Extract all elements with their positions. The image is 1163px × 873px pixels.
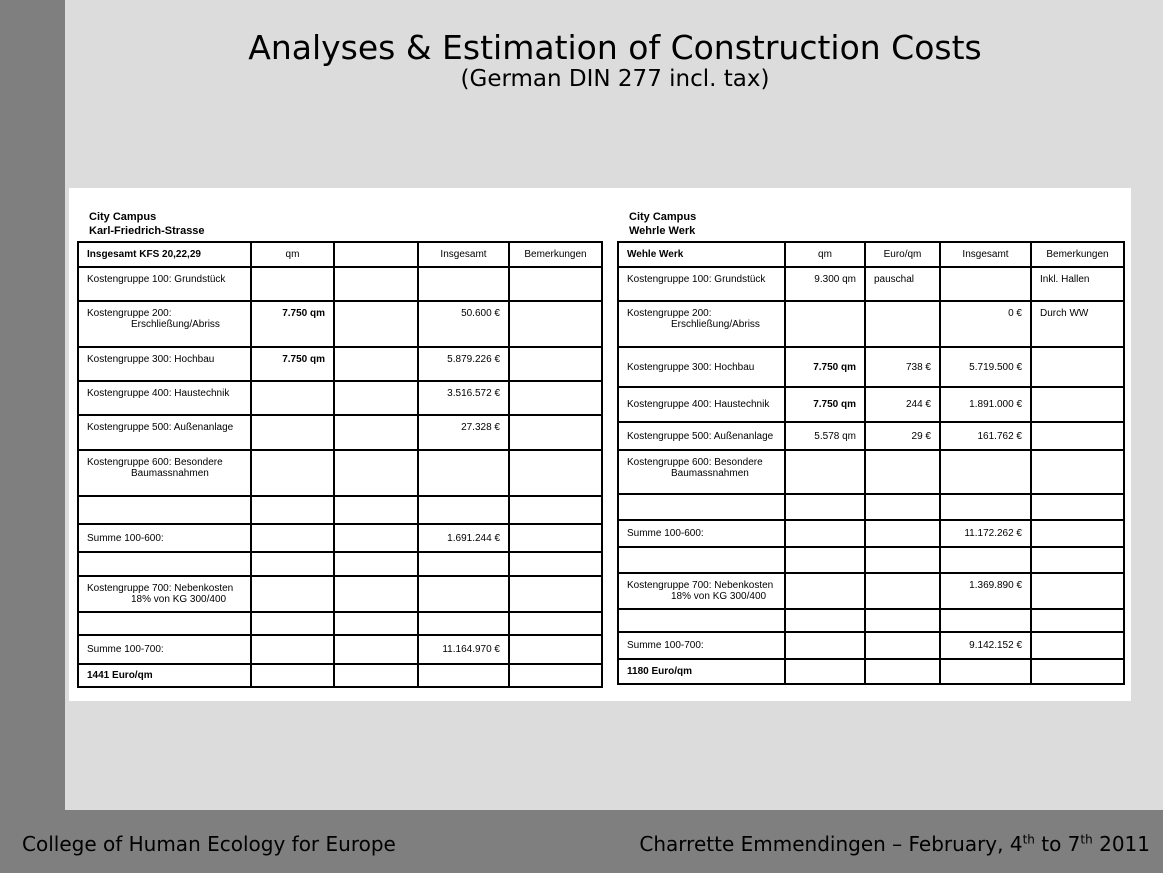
row-blank xyxy=(334,664,418,687)
row-total: 9.142.152 € xyxy=(940,632,1031,659)
row-notes xyxy=(1031,573,1124,609)
table-row xyxy=(78,301,602,347)
row-rate xyxy=(865,573,940,609)
row-qm: 5.578 qm xyxy=(785,422,865,450)
row-notes xyxy=(1031,632,1124,659)
row-total xyxy=(940,450,1031,494)
row-qm xyxy=(785,494,865,520)
row-total: 1.691.244 € xyxy=(418,524,509,552)
row-blank xyxy=(334,381,418,415)
row-total xyxy=(940,659,1031,684)
row-qm: 7.750 qm xyxy=(251,301,334,347)
row-total: 27.328 € xyxy=(418,415,509,450)
row-qm xyxy=(785,659,865,684)
slide-subtitle: (German DIN 277 incl. tax) xyxy=(460,66,770,92)
row-name: Kostengruppe 700: Nebenkosten 18% von KG 300/400 xyxy=(618,573,785,609)
row-blank xyxy=(334,450,418,496)
header-blank xyxy=(334,242,418,267)
right-table-heading xyxy=(629,210,696,238)
row-name: Summe 100-700: xyxy=(618,632,785,659)
row-name: Summe 100-600: xyxy=(618,520,785,547)
row-name: Kostengruppe 200: Erschließung/Abriss xyxy=(78,301,251,347)
row-notes xyxy=(509,381,602,415)
table-row xyxy=(78,635,602,664)
row-notes xyxy=(509,552,602,576)
row-qm xyxy=(251,450,334,496)
row-qm xyxy=(251,415,334,450)
row-name: Kostengruppe 300: Hochbau xyxy=(618,347,785,387)
row-blank xyxy=(334,415,418,450)
row-rate xyxy=(865,659,940,684)
row-blank xyxy=(334,301,418,347)
header-notes: Bemerkungen xyxy=(1031,242,1124,267)
row-total xyxy=(418,267,509,301)
row-notes xyxy=(1031,520,1124,547)
row-notes xyxy=(509,450,602,496)
row-total xyxy=(418,576,509,612)
row-notes xyxy=(509,524,602,552)
row-qm xyxy=(785,573,865,609)
row-total xyxy=(418,450,509,496)
footer-organization: College of Human Ecology for Europe xyxy=(22,832,396,856)
row-rate xyxy=(865,450,940,494)
row-blank xyxy=(334,267,418,301)
row-name: Kostengruppe 600: Besondere Baumassnahmen xyxy=(618,450,785,494)
header-name: Insgesamt KFS 20,22,29 xyxy=(78,242,251,267)
row-total xyxy=(940,609,1031,632)
row-name xyxy=(618,547,785,573)
row-notes xyxy=(1031,347,1124,387)
table-row xyxy=(78,552,602,576)
row-rate xyxy=(865,632,940,659)
row-total: 161.762 € xyxy=(940,422,1031,450)
table-row xyxy=(618,609,1124,632)
row-total: 5.719.500 € xyxy=(940,347,1031,387)
row-name xyxy=(78,612,251,635)
row-rate: 738 € xyxy=(865,347,940,387)
row-notes xyxy=(509,664,602,687)
row-name: Kostengruppe 100: Grundstück xyxy=(78,267,251,301)
row-qm: 7.750 qm xyxy=(785,347,865,387)
header-notes: Bemerkungen xyxy=(509,242,602,267)
table-row xyxy=(618,422,1124,450)
row-total: 5.879.226 € xyxy=(418,347,509,381)
slide-title: Analyses & Estimation of Construction Costs xyxy=(248,28,982,67)
row-total xyxy=(418,664,509,687)
row-name: 1441 Euro/qm xyxy=(78,664,251,687)
right-heading-line2: Wehrle Werk xyxy=(629,225,696,237)
table-row xyxy=(618,387,1124,422)
table-row xyxy=(618,494,1124,520)
table-row xyxy=(618,450,1124,494)
row-notes xyxy=(1031,547,1124,573)
row-qm xyxy=(251,267,334,301)
row-notes xyxy=(509,415,602,450)
row-rate: pauschal xyxy=(865,267,940,301)
row-name: Kostengruppe 300: Hochbau xyxy=(78,347,251,381)
row-total xyxy=(418,612,509,635)
table-header-row xyxy=(618,242,1124,267)
row-blank xyxy=(334,524,418,552)
header-total: Insgesamt xyxy=(940,242,1031,267)
row-notes xyxy=(1031,659,1124,684)
row-total: 11.164.970 € xyxy=(418,635,509,664)
table-row xyxy=(618,632,1124,659)
table-row xyxy=(618,659,1124,684)
right-heading-line1: City Campus xyxy=(629,211,697,223)
row-notes: Durch WW xyxy=(1031,301,1124,347)
row-rate xyxy=(865,547,940,573)
row-name: Kostengruppe 400: Haustechnik xyxy=(618,387,785,422)
row-qm xyxy=(785,450,865,494)
row-rate: 29 € xyxy=(865,422,940,450)
table-row xyxy=(78,664,602,687)
row-name xyxy=(618,494,785,520)
table-row xyxy=(78,450,602,496)
row-rate: 244 € xyxy=(865,387,940,422)
row-name xyxy=(78,552,251,576)
row-notes xyxy=(509,612,602,635)
left-heading-line1: City Campus xyxy=(89,211,157,223)
table-row xyxy=(618,347,1124,387)
row-total: 50.600 € xyxy=(418,301,509,347)
row-total: 3.516.572 € xyxy=(418,381,509,415)
row-notes xyxy=(509,301,602,347)
row-notes xyxy=(509,635,602,664)
row-qm: 7.750 qm xyxy=(785,387,865,422)
row-total xyxy=(418,496,509,524)
row-total: 11.172.262 € xyxy=(940,520,1031,547)
row-qm xyxy=(785,547,865,573)
row-name: 1180 Euro/qm xyxy=(618,659,785,684)
table-row xyxy=(78,576,602,612)
header-total: Insgesamt xyxy=(418,242,509,267)
row-blank xyxy=(334,347,418,381)
row-name: Summe 100-600: xyxy=(78,524,251,552)
row-name: Summe 100-700: xyxy=(78,635,251,664)
row-blank xyxy=(334,552,418,576)
row-notes xyxy=(1031,609,1124,632)
row-total xyxy=(418,552,509,576)
row-qm: 7.750 qm xyxy=(251,347,334,381)
table-row xyxy=(618,520,1124,547)
left-heading-line2: Karl-Friedrich-Strasse xyxy=(89,225,205,237)
row-total xyxy=(940,547,1031,573)
row-qm xyxy=(251,381,334,415)
row-qm xyxy=(251,664,334,687)
row-blank xyxy=(334,496,418,524)
row-blank xyxy=(334,576,418,612)
table-row xyxy=(78,267,602,301)
row-notes: Inkl. Hallen xyxy=(1031,267,1124,301)
left-accent-bar xyxy=(0,0,65,810)
row-name: Kostengruppe 200: Erschließung/Abriss xyxy=(618,301,785,347)
row-qm xyxy=(785,609,865,632)
table-row xyxy=(78,524,602,552)
row-notes xyxy=(1031,450,1124,494)
row-qm xyxy=(785,632,865,659)
left-table-heading xyxy=(89,210,205,238)
row-notes xyxy=(509,576,602,612)
row-qm xyxy=(785,520,865,547)
row-rate xyxy=(865,494,940,520)
header-qm: qm xyxy=(785,242,865,267)
row-name: Kostengruppe 600: Besondere Baumassnahmen xyxy=(78,450,251,496)
row-qm xyxy=(251,524,334,552)
footer-event: Charrette Emmendingen – February, 4th to 7th 2011 xyxy=(639,832,1150,856)
table-row xyxy=(618,301,1124,347)
table-row xyxy=(78,347,602,381)
header-rate: Euro/qm xyxy=(865,242,940,267)
row-name: Kostengruppe 100: Grundstück xyxy=(618,267,785,301)
header-qm: qm xyxy=(251,242,334,267)
row-total xyxy=(940,494,1031,520)
row-total: 1.369.890 € xyxy=(940,573,1031,609)
header-name: Wehle Werk xyxy=(618,242,785,267)
table-row xyxy=(618,573,1124,609)
row-qm xyxy=(785,301,865,347)
table-row xyxy=(618,547,1124,573)
row-name xyxy=(78,496,251,524)
row-notes xyxy=(509,347,602,381)
row-name: Kostengruppe 700: Nebenkosten 18% von KG 300/400 xyxy=(78,576,251,612)
footer-bar xyxy=(0,810,1163,873)
row-qm: 9.300 qm xyxy=(785,267,865,301)
row-notes xyxy=(1031,494,1124,520)
table-row xyxy=(618,267,1124,301)
row-qm xyxy=(251,612,334,635)
row-notes xyxy=(509,496,602,524)
row-blank xyxy=(334,635,418,664)
table-row xyxy=(78,612,602,635)
row-notes xyxy=(509,267,602,301)
row-qm xyxy=(251,552,334,576)
row-name: Kostengruppe 400: Haustechnik xyxy=(78,381,251,415)
row-blank xyxy=(334,612,418,635)
row-qm xyxy=(251,496,334,524)
row-rate xyxy=(865,520,940,547)
row-name: Kostengruppe 500: Außenanlage xyxy=(78,415,251,450)
table-row xyxy=(78,381,602,415)
table-row xyxy=(78,496,602,524)
table-row xyxy=(78,415,602,450)
row-rate xyxy=(865,301,940,347)
row-notes xyxy=(1031,422,1124,450)
row-rate xyxy=(865,609,940,632)
row-name: Kostengruppe 500: Außenanlage xyxy=(618,422,785,450)
row-total xyxy=(940,267,1031,301)
row-total: 0 € xyxy=(940,301,1031,347)
left-cost-table xyxy=(77,241,603,688)
row-name xyxy=(618,609,785,632)
table-header-row xyxy=(78,242,602,267)
row-qm xyxy=(251,635,334,664)
right-cost-table xyxy=(617,241,1125,685)
row-qm xyxy=(251,576,334,612)
row-total: 1.891.000 € xyxy=(940,387,1031,422)
row-notes xyxy=(1031,387,1124,422)
